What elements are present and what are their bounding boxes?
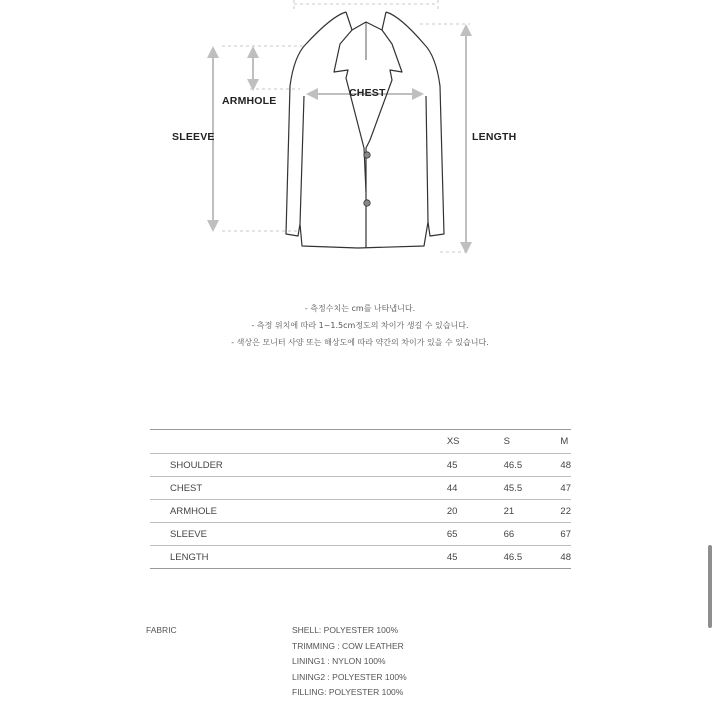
table-row bbox=[150, 546, 571, 569]
button-bottom bbox=[364, 200, 370, 206]
cell-m: 48 bbox=[560, 546, 571, 569]
cell-s: 46.5 bbox=[504, 454, 561, 477]
length-label: LENGTH bbox=[472, 131, 517, 143]
fabric-item: LINING2 : POLYESTER 100% bbox=[292, 671, 407, 682]
row-label: ARMHOLE bbox=[150, 500, 447, 523]
cell-xs: 20 bbox=[447, 500, 504, 523]
header-m: M bbox=[560, 430, 571, 454]
table-row bbox=[150, 477, 571, 500]
armhole-label: ARMHOLE bbox=[222, 95, 277, 107]
header-s: S bbox=[504, 430, 561, 454]
table-row bbox=[150, 454, 571, 477]
header-empty bbox=[150, 430, 447, 454]
jacket-outline bbox=[286, 12, 444, 248]
button-top bbox=[364, 152, 370, 158]
fabric-item: SHELL: POLYESTER 100% bbox=[292, 625, 399, 635]
sleeve-label: SLEEVE bbox=[172, 131, 215, 143]
cell-m: 22 bbox=[560, 500, 571, 523]
cell-m: 47 bbox=[560, 477, 571, 500]
fabric-list bbox=[292, 625, 407, 703]
fabric-item: FILLING: POLYESTER 100% bbox=[292, 687, 404, 697]
header-xs: XS bbox=[447, 430, 504, 454]
measurement-notes bbox=[0, 300, 720, 351]
cell-s: 66 bbox=[504, 523, 561, 546]
note-line: - 색상은 모니터 사양 또는 해상도에 따라 약간의 차이가 있을 수 있습니다. bbox=[231, 338, 489, 347]
cell-xs: 44 bbox=[447, 477, 504, 500]
size-table bbox=[150, 429, 571, 569]
cell-xs: 65 bbox=[447, 523, 504, 546]
cell-s: 21 bbox=[504, 500, 561, 523]
cell-m: 48 bbox=[560, 454, 571, 477]
fabric-label: FABRIC bbox=[146, 625, 177, 635]
jacket-measurement-diagram bbox=[0, 0, 720, 270]
cell-m: 67 bbox=[560, 523, 571, 546]
row-label: SHOULDER bbox=[150, 454, 447, 477]
table-row bbox=[150, 523, 571, 546]
cell-xs: 45 bbox=[447, 546, 504, 569]
row-label: LENGTH bbox=[150, 546, 447, 569]
note-line: - 측정 위치에 따라 1~1.5cm정도의 차이가 생길 수 있습니다. bbox=[251, 321, 469, 330]
chest-label: CHEST bbox=[349, 87, 386, 99]
row-label: SLEEVE bbox=[150, 523, 447, 546]
cell-s: 45.5 bbox=[504, 477, 561, 500]
scrollbar-thumb[interactable] bbox=[708, 545, 712, 628]
table-row bbox=[150, 500, 571, 523]
row-label: CHEST bbox=[150, 477, 447, 500]
cell-s: 46.5 bbox=[504, 546, 561, 569]
note-line: - 측정수치는 cm를 나타냅니다. bbox=[304, 304, 416, 313]
jacket-illustration bbox=[0, 0, 720, 270]
fabric-item: LINING1 : NYLON 100% bbox=[292, 656, 386, 666]
cell-xs: 45 bbox=[447, 454, 504, 477]
table-header-row bbox=[150, 430, 571, 454]
fabric-item: TRIMMING : COW LEATHER bbox=[292, 640, 404, 651]
